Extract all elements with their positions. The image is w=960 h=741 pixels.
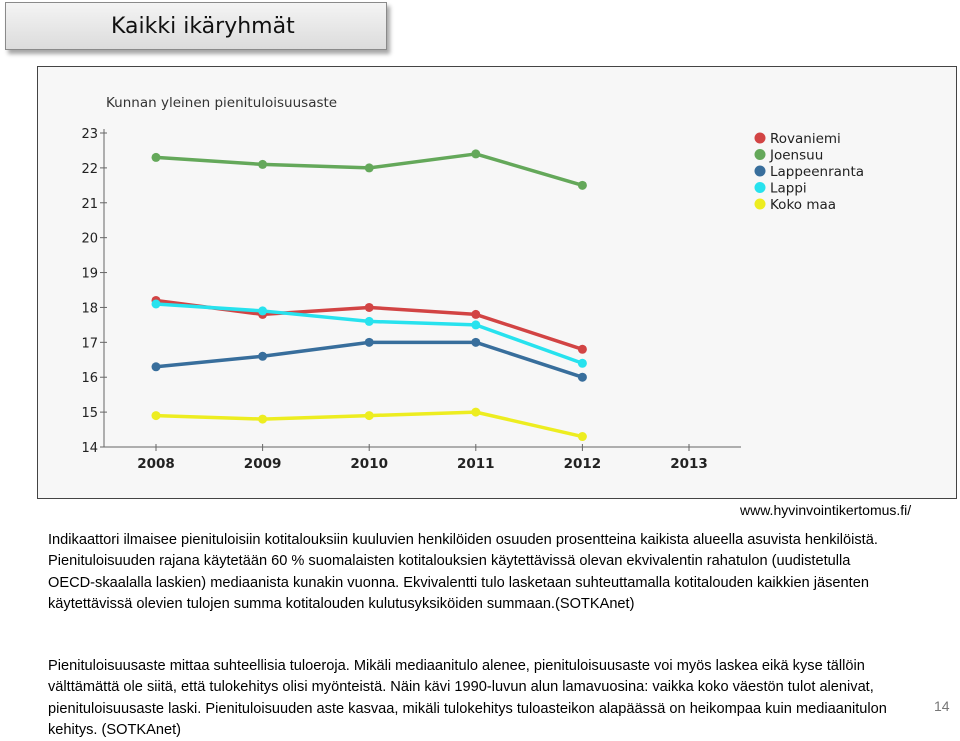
legend-label-koko-maa: Koko maa bbox=[770, 197, 837, 213]
data-point-lappi bbox=[152, 299, 161, 308]
x-tick-label: 2008 bbox=[137, 456, 175, 472]
chart-title: Kunnan yleinen pienituloisuusaste bbox=[106, 95, 338, 111]
description-paragraph-1: Indikaattori ilmaisee pienituloisiin kotitalouksiin kuuluvien henkilöiden osuuden prosentteina kaikista alueella asuvista henkilöistä. Pienituloisuuden rajana käytetään 60 % suomalaisten kotitalouksien käytettävissä olevan ekvivalentin rahatulon (uudistetulla OECD-skaalalla laskien) mediaanista kunakin vuonna. Ekvivalentti tulo lasketaan suhteuttamalla kotitalouden kaikkien jäsenten käytettävissä olevien tulojen summa kotitalouden kulutusyksiköiden summaan.(SOTKAnet) bbox=[48, 532, 878, 612]
legend-label-joensuu: Joensuu bbox=[770, 147, 824, 164]
data-point-rovaniemi bbox=[578, 345, 587, 354]
data-point-joensuu bbox=[258, 160, 267, 169]
y-tick-label: 18 bbox=[81, 301, 98, 317]
data-point-koko-maa bbox=[365, 411, 374, 420]
legend-label-lappi: Lappi bbox=[770, 180, 807, 197]
data-point-lappeenranta bbox=[471, 338, 480, 347]
source-url: www.hyvinvointikertomus.fi/ bbox=[740, 502, 912, 518]
description-paragraph-2: Pienituloisuusaste mittaa suhteellisia tuloeroja. Mikäli mediaanitulo alenee, pienituloisuusaste voi myös laskea eikä kyse tällöin välttämättä ole siitä, että tulokehitys olisi myönteistä. Näin kävi 1990-luvun alun lamavuosina: vaikka koko väestön tulot alenivat, pienituloisuusaste laski. Pienituloisuuden aste kasvaa, mikäli tulokehitys tuloasteikon alapäässä on heikompaa kuin mediaanitulon kehitys. (SOTKAnet) bbox=[48, 658, 887, 738]
data-point-joensuu bbox=[152, 153, 161, 162]
line-chart bbox=[38, 67, 956, 498]
legend-marker-koko-maa bbox=[755, 199, 766, 210]
series-line-lappi bbox=[156, 304, 582, 363]
data-point-lappeenranta bbox=[365, 338, 374, 347]
data-point-joensuu bbox=[365, 163, 374, 172]
data-point-rovaniemi bbox=[471, 310, 480, 319]
y-tick-label: 17 bbox=[81, 336, 98, 352]
x-tick-label: 2013 bbox=[670, 456, 708, 472]
legend-marker-joensuu bbox=[755, 149, 766, 160]
y-tick-label: 23 bbox=[81, 127, 98, 142]
x-tick-label: 2010 bbox=[350, 456, 388, 472]
data-point-lappi bbox=[258, 306, 267, 315]
legend-marker-rovaniemi bbox=[755, 133, 766, 144]
data-point-joensuu bbox=[471, 149, 480, 158]
x-tick-label: 2011 bbox=[457, 456, 495, 472]
data-point-koko-maa bbox=[152, 411, 161, 420]
data-point-lappeenranta bbox=[578, 373, 587, 382]
y-tick-label: 19 bbox=[81, 266, 98, 282]
data-point-koko-maa bbox=[471, 408, 480, 417]
data-point-lappi bbox=[365, 317, 374, 326]
y-tick-label: 16 bbox=[81, 371, 98, 387]
series-line-lappeenranta bbox=[156, 342, 582, 377]
data-point-koko-maa bbox=[578, 432, 587, 441]
chart-frame bbox=[37, 66, 957, 499]
slide-title: Kaikki ikäryhmät bbox=[111, 13, 295, 39]
data-point-lappeenranta bbox=[258, 352, 267, 361]
legend-marker-lappeenranta bbox=[755, 166, 766, 177]
data-point-joensuu bbox=[578, 181, 587, 190]
data-point-lappi bbox=[471, 320, 480, 329]
data-point-lappeenranta bbox=[152, 362, 161, 371]
legend-label-lappeenranta: Lappeenranta bbox=[770, 164, 865, 180]
y-tick-label: 22 bbox=[81, 161, 98, 177]
legend-label-rovaniemi: Rovaniemi bbox=[770, 131, 841, 147]
data-point-koko-maa bbox=[258, 415, 267, 424]
y-tick-label: 14 bbox=[81, 441, 98, 456]
x-tick-label: 2012 bbox=[563, 456, 602, 472]
y-tick-label: 21 bbox=[81, 196, 98, 212]
y-tick-label: 15 bbox=[81, 406, 98, 422]
page-number: 14 bbox=[934, 698, 950, 714]
legend-marker-lappi bbox=[755, 182, 766, 193]
data-point-lappi bbox=[578, 359, 587, 368]
y-tick-label: 20 bbox=[81, 231, 98, 247]
data-point-rovaniemi bbox=[365, 303, 374, 312]
slide-title-box bbox=[5, 2, 387, 50]
x-tick-label: 2009 bbox=[243, 456, 282, 472]
